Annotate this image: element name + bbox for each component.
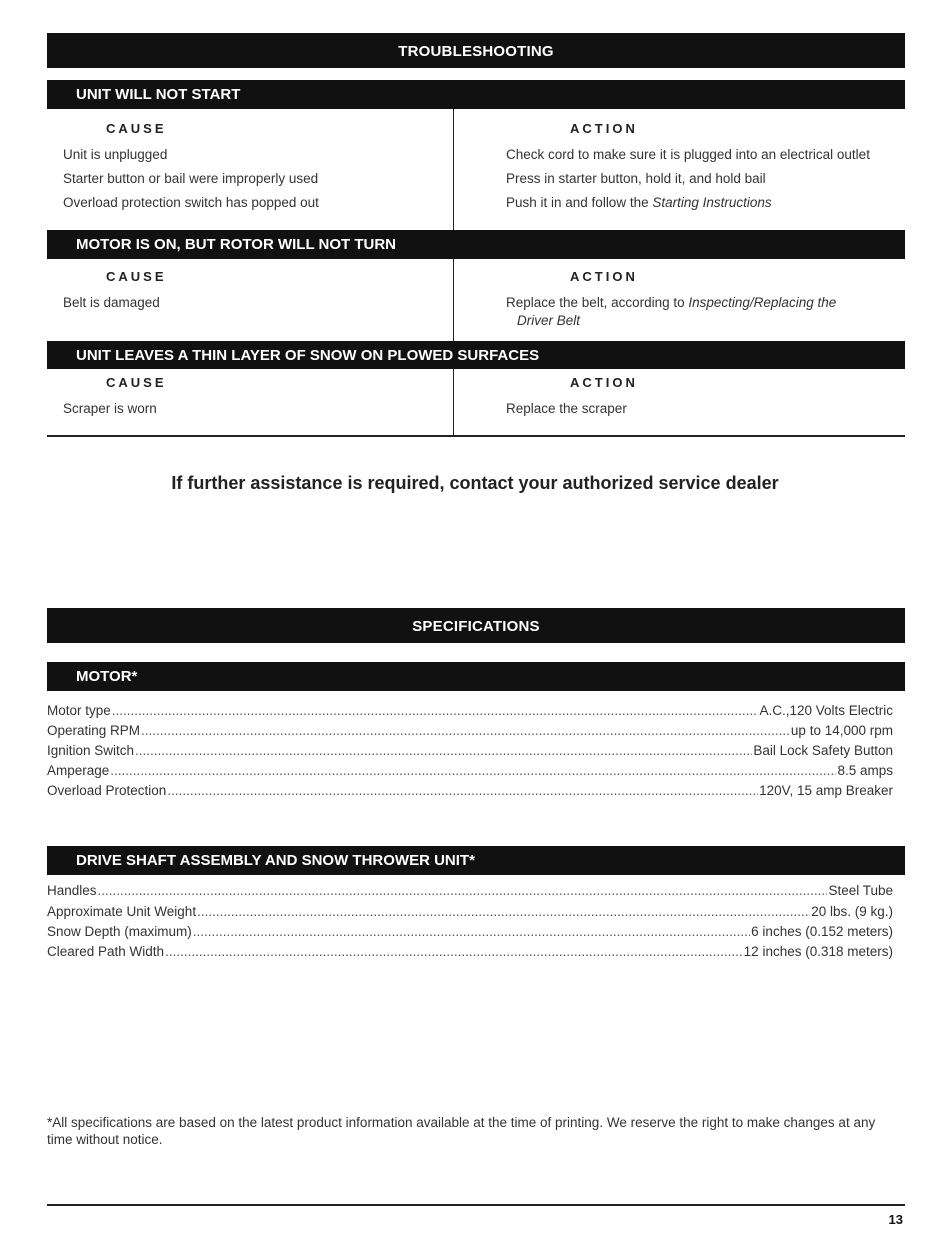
spec-value: 6 inches (0.152 meters) — [751, 924, 893, 939]
spec-label: Snow Depth (maximum) — [47, 924, 192, 939]
spec-row-unit-weight — [47, 904, 893, 924]
cause-column-header: CAUSE — [106, 121, 167, 136]
spec-value: up to 14,000 rpm — [790, 723, 893, 738]
page-number: 13 — [888, 1212, 903, 1227]
leader-dots — [98, 883, 828, 898]
leader-dots — [165, 944, 743, 959]
service-dealer-notice: If further assistance is required, contact your authorized service dealer — [171, 473, 779, 493]
action-text: Replace the belt, according to — [506, 295, 689, 310]
spec-row-motor-type — [47, 703, 893, 723]
specifications-title: SPECIFICATIONS — [47, 608, 905, 643]
spec-label: Amperage — [47, 763, 110, 778]
cause-cell: Starter button or bail were improperly used — [63, 171, 319, 186]
section-heading-motor: MOTOR* — [47, 662, 905, 691]
column-divider — [453, 369, 454, 436]
leader-dots — [141, 723, 790, 738]
section-heading-rotor-will-not-turn: MOTOR IS ON, BUT ROTOR WILL NOT TURN — [47, 230, 905, 259]
action-cell: Replace the scraper — [506, 401, 627, 416]
spec-value: 20 lbs. (9 kg.) — [811, 904, 893, 919]
leader-dots — [167, 783, 758, 798]
action-cell — [506, 294, 836, 330]
column-divider — [453, 259, 454, 341]
leader-dots — [110, 763, 836, 778]
cause-cell: Overload protection switch has popped out — [63, 195, 319, 210]
spec-value: A.C.,120 Volts Electric — [759, 703, 893, 718]
spec-row-handles — [47, 883, 893, 903]
specifications-footnote: *All specifications are based on the latest product information available at the time of printing. We reserve the right to make changes at any time without notice. — [47, 1115, 876, 1147]
action-column-header: ACTION — [570, 121, 638, 136]
spec-row-snow-depth — [47, 924, 893, 944]
action-reference: Inspecting/Replacing the — [688, 295, 837, 310]
spec-label: Operating RPM — [47, 723, 141, 738]
action-text: Push it in and follow the — [506, 195, 653, 210]
leader-dots — [197, 904, 810, 919]
cause-cell: Scraper is worn — [63, 401, 157, 416]
spec-value: 8.5 amps — [837, 763, 893, 778]
action-reference: Starting Instructions — [652, 195, 772, 210]
section-heading-unit-will-not-start: UNIT WILL NOT START — [47, 80, 905, 109]
action-cell: Check cord to make sure it is plugged into an electrical outlet — [506, 147, 870, 162]
action-cell: Press in starter button, hold it, and hold bail — [506, 171, 766, 186]
column-divider — [453, 109, 454, 230]
spec-label: Cleared Path Width — [47, 944, 165, 959]
leader-dots — [135, 743, 752, 758]
spec-label: Approximate Unit Weight — [47, 904, 197, 919]
action-column-header: ACTION — [570, 269, 638, 284]
section-heading-drive-shaft: DRIVE SHAFT ASSEMBLY AND SNOW THROWER UNIT* — [47, 846, 905, 875]
footer-rule — [47, 1204, 905, 1206]
cause-cell: Unit is unplugged — [63, 147, 168, 162]
spec-label: Handles — [47, 883, 97, 898]
section-heading-thin-snow-layer: UNIT LEAVES A THIN LAYER OF SNOW ON PLOWED SURFACES — [47, 341, 905, 369]
spec-row-cleared-path-width — [47, 944, 893, 964]
action-cell — [506, 194, 772, 212]
leader-dots — [193, 924, 750, 939]
spec-row-operating-rpm — [47, 723, 893, 743]
spec-value: 12 inches (0.318 meters) — [743, 944, 893, 959]
spec-row-overload-protection — [47, 783, 893, 803]
action-column-header: ACTION — [570, 375, 638, 390]
spec-row-amperage — [47, 763, 893, 783]
spec-label: Overload Protection — [47, 783, 167, 798]
spec-value: Bail Lock Safety Button — [753, 743, 893, 758]
action-reference-cont: Driver Belt — [517, 313, 581, 328]
spec-value: 120V, 15 amp Breaker — [759, 783, 893, 798]
table-bottom-rule — [47, 435, 905, 437]
spec-value: Steel Tube — [828, 883, 893, 898]
spec-row-ignition-switch — [47, 743, 893, 763]
troubleshooting-title: TROUBLESHOOTING — [47, 33, 905, 68]
cause-column-header: CAUSE — [106, 269, 167, 284]
spec-label: Motor type — [47, 703, 111, 718]
leader-dots — [112, 703, 759, 718]
spec-label: Ignition Switch — [47, 743, 135, 758]
cause-column-header: CAUSE — [106, 375, 167, 390]
cause-cell: Belt is damaged — [63, 295, 160, 310]
